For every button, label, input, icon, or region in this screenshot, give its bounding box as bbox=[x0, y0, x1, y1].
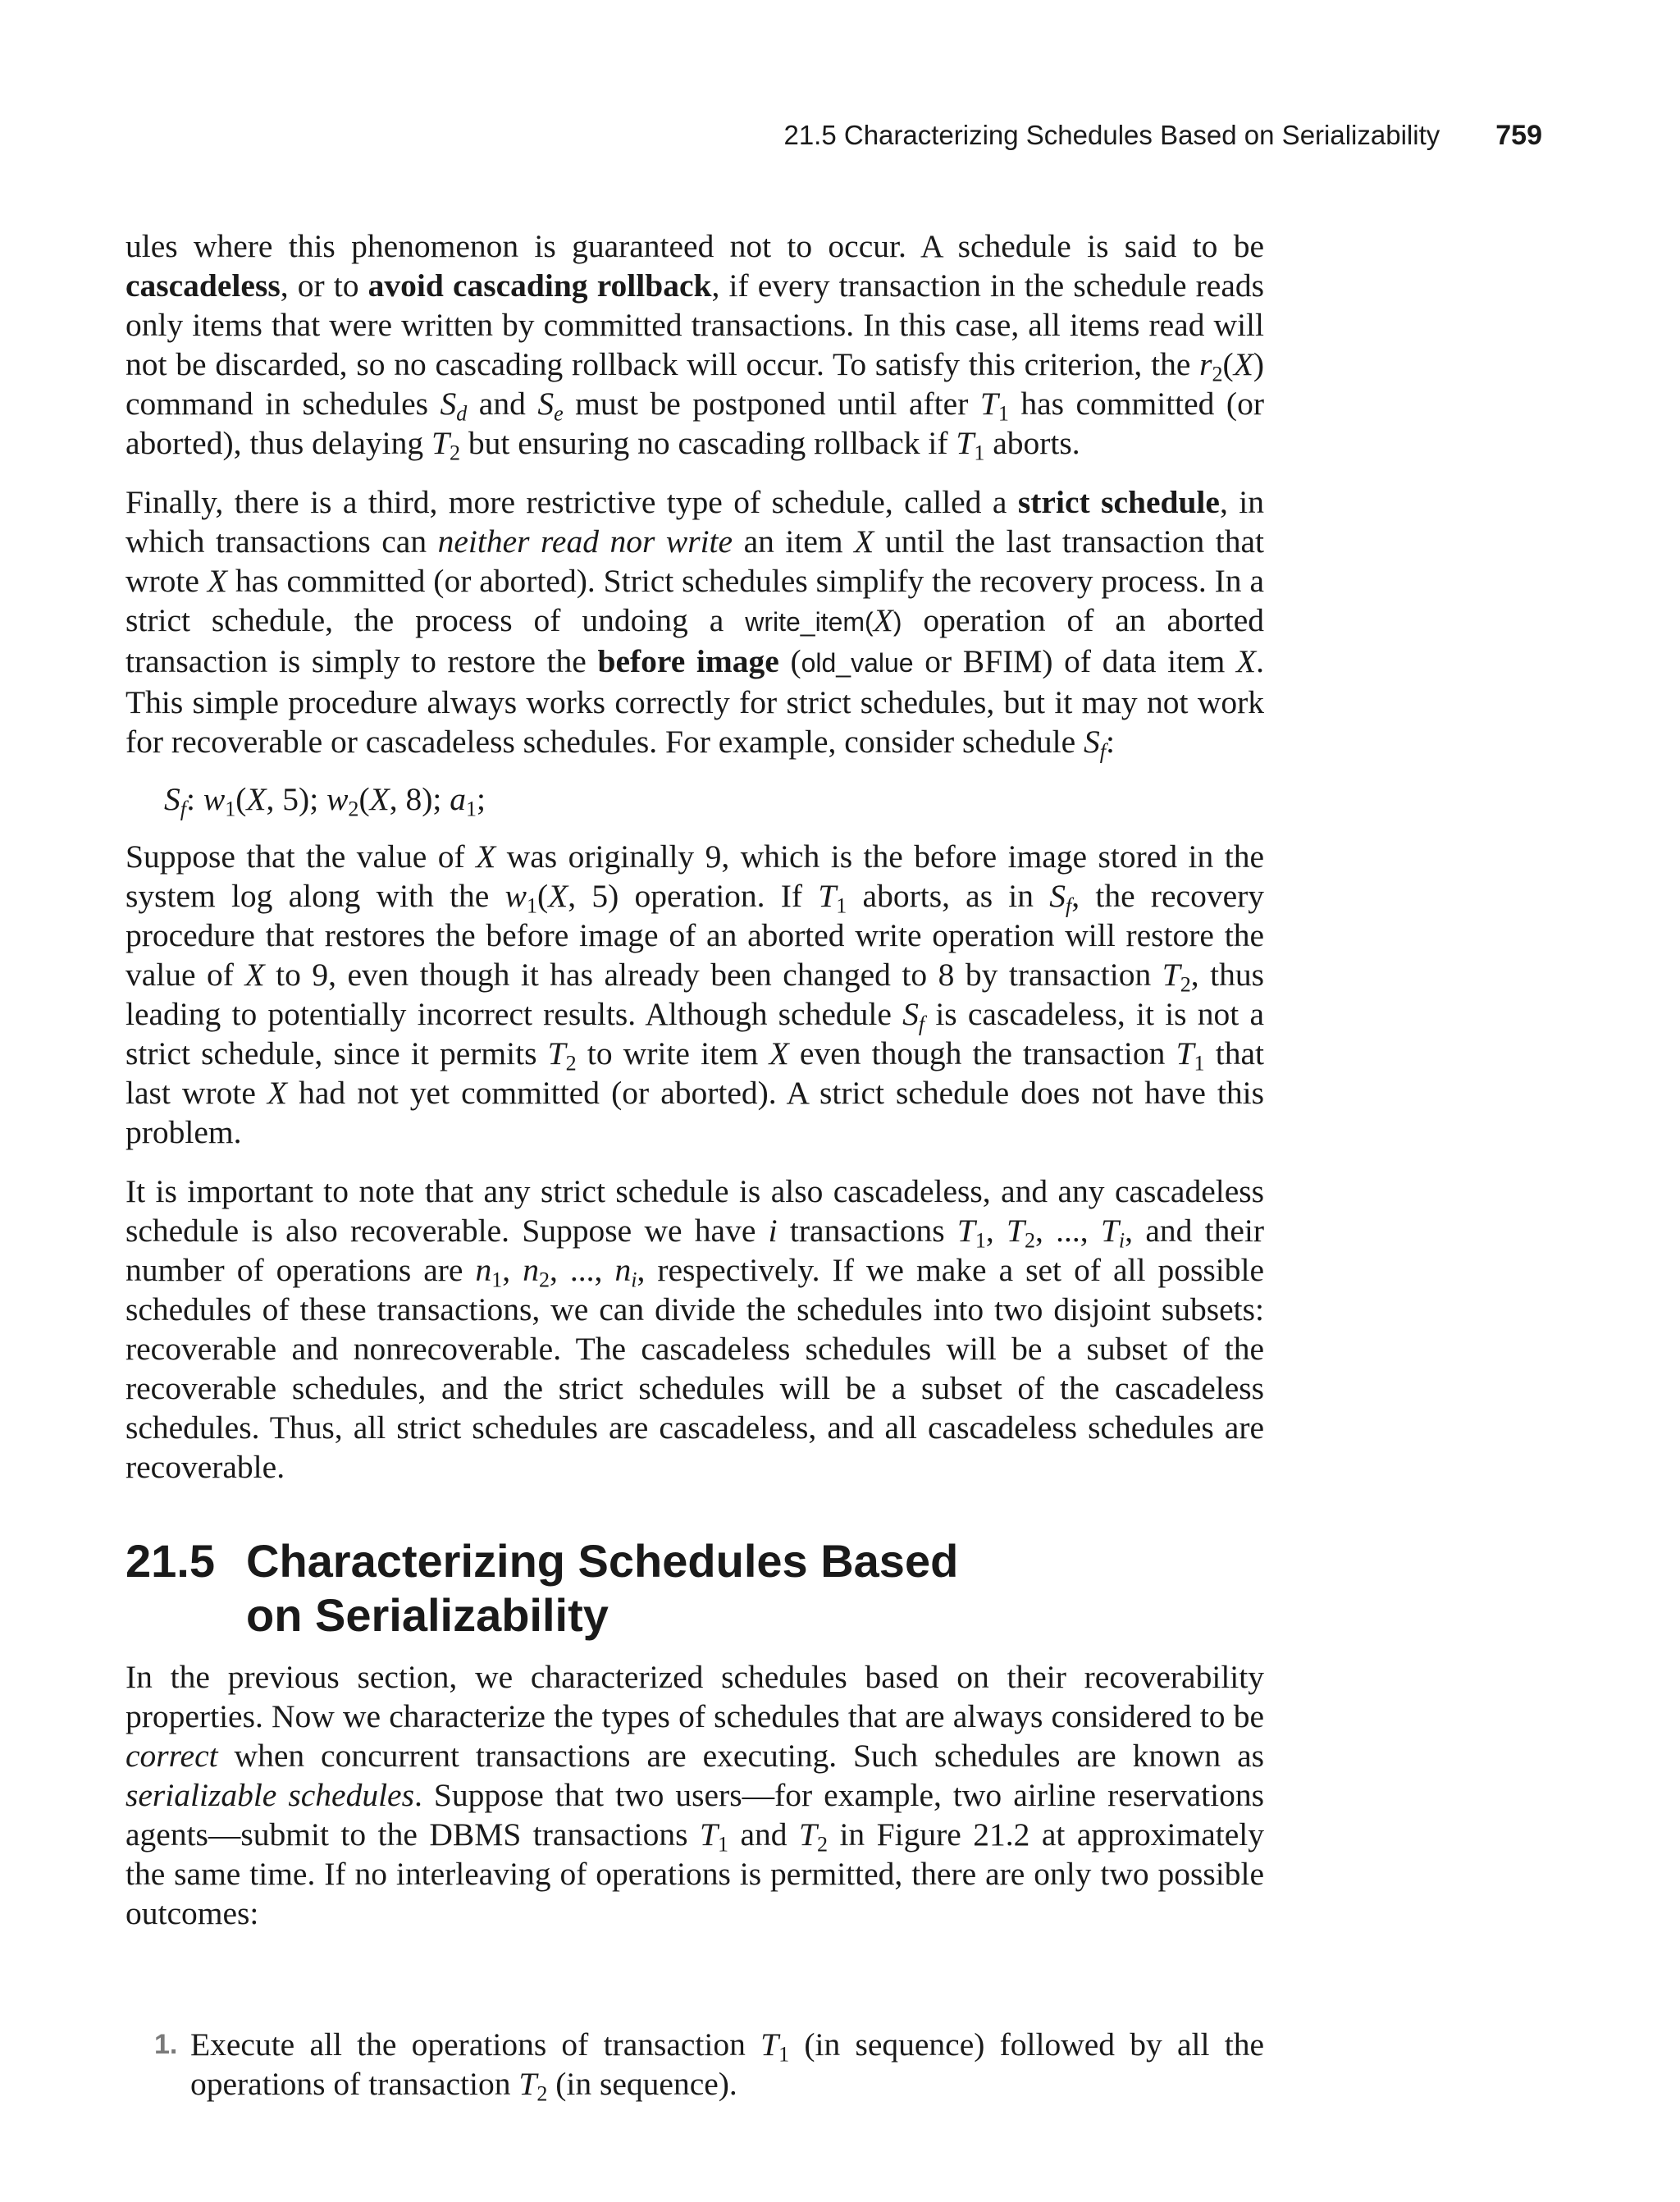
page-number: 759 bbox=[1495, 120, 1542, 151]
term-strict-schedule: strict schedule bbox=[1017, 484, 1220, 520]
code-old-value: old_value bbox=[801, 648, 914, 678]
section-number: 21.5 bbox=[126, 1535, 215, 1587]
term-cascadeless: cascadeless bbox=[126, 267, 281, 304]
term-avoid-cascading-rollback: avoid cascading rollback bbox=[368, 267, 712, 304]
paragraph-serializable-intro: In the previous section, we characterized schedules based on their recoverability properties. Now we characterize the types of schedules that are always considered to be correct when concurrent transactions are executing. Such schedules are known as serializable schedules. Suppose that two users—for example, two airline reservations agents—submit to the DBMS transactions $T_1$ and $T_2$ in Figure 21.2 at approximately the same time. If no interleaving of operations is permitted, there are only two possible outcomes: bbox=[126, 1659, 1264, 1931]
term-before-image: before image bbox=[597, 643, 779, 679]
schedule-sf-equation: $S_f$: $w_1(X$, 5); $w_2(X$, 8); $a_1$; bbox=[164, 781, 486, 821]
paragraph-cascadeless: ules where this phenomenon is guaranteed not to occur. A schedule is said to be cascadeless, or to avoid cascading rollback, if every transaction in the schedule reads only items that were written by committed transactions. In this case, all items read will not be discarded, so no cascading rollback will occur. To satisfy this criterion, the $r_2(X)$ command in schedules $S_d$ and $S_e$ must be postponed until after $T_1$ has committed (or aborted), thus delaying $T_2$ but ensuring no cascading rollback if $T_1$ aborts. bbox=[126, 228, 1264, 465]
running-header bbox=[0, 120, 1542, 152]
paragraph-example-sf: Suppose that the value of X was originally 9, which is the before image stored in the system log along with the $w_1(X$, 5) operation. If $T_1$ aborts, as in $S_f$, the recovery procedure that restores the before image of an aborted write operation will restore the value of X to 9, even though it has already been changed to 8 by transaction $T_2$, thus leading to potentially incorrect results. Although schedule $S_f$ is cascadeless, it is not a strict schedule, since it permits $T_2$ to write item X even though the transaction $T_1$ that last wrote X had not yet committed (or aborted). A strict schedule does not have this problem. bbox=[126, 838, 1265, 1150]
section-title-line2: on Serializability bbox=[246, 1589, 609, 1641]
running-header-title: 21.5 Characterizing Schedules Based on Serializability bbox=[783, 120, 1440, 150]
paragraph-schedule-subsets: It is important to note that any strict schedule is also cascadeless, and any cascadeless schedule is also recoverable. Suppose we have i transactions $T_1$, $T_2$, ..., $T_i$, and their number of operations are $n_1$, $n_2$, ..., $n_i$, respectively. If we make a set of all possible schedules of these transactions, we can divide the schedules into two disjoint subsets: recoverable and nonrecoverable. The cascadeless schedules will be a subset of the recoverable schedules, and the strict schedules will be a subset of the cascadeless schedules. Thus, all strict schedules are cascadeless, and all cascadeless schedules are recoverable. bbox=[126, 1173, 1265, 1485]
section-heading bbox=[126, 1534, 1274, 1642]
code-write-item: write_item( bbox=[745, 607, 874, 637]
section-title-line1: Characterizing Schedules Based bbox=[246, 1535, 959, 1587]
paragraph-strict-schedule: Finally, there is a third, more restrictive type of schedule, called a strict schedule, in which transactions can neither read nor write an item X until the last transaction that wrote X has committed (or aborted). Strict schedules simplify the recovery process. In a strict schedule, the process of undoing a write_item(X) operation of an aborted transaction is simply to restore the before image (old_value or BFIM) of data item X. This simple procedure always works correctly for strict schedules, but it may not work for recoverable or cascadeless schedules. For example, consider schedule $S_f$: bbox=[126, 484, 1264, 764]
list-item: 1. Execute all the operations of transaction $T_1$ (in sequence) followed by all the operations of transaction $T_2$ (in sequence). bbox=[154, 2026, 1264, 2106]
list-marker: 1. bbox=[154, 2029, 178, 2060]
